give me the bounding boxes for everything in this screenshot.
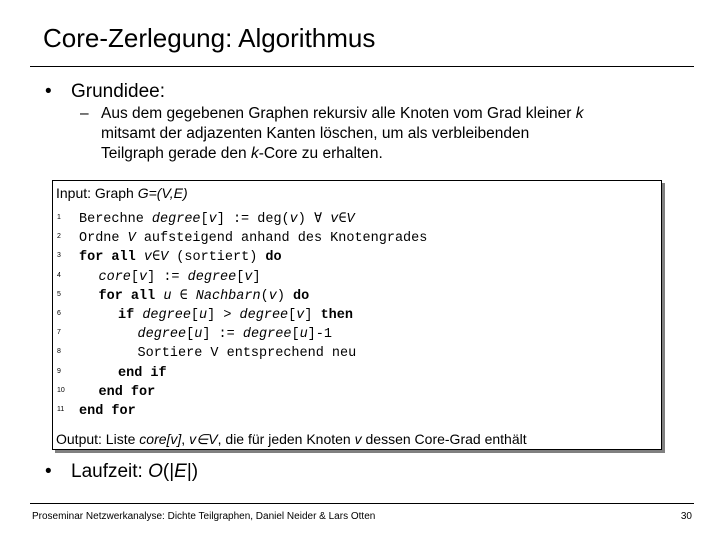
code-text bbox=[138, 344, 357, 363]
sub-bullet-line-2: mitsamt der adjazenten Kanten löschen, um als verbleibenden bbox=[101, 125, 530, 142]
identifier: v bbox=[268, 288, 277, 304]
code-token: aufsteigend anhand des Knotengrades bbox=[135, 231, 428, 247]
code-text bbox=[99, 383, 156, 402]
sub-bullet-text bbox=[101, 104, 584, 164]
code-token: ]-1 bbox=[307, 327, 332, 343]
keyword: if bbox=[118, 308, 135, 323]
identifier: degree bbox=[142, 308, 191, 323]
identifier: V bbox=[127, 231, 136, 247]
code-token: Ordne bbox=[79, 231, 128, 247]
code-token bbox=[136, 250, 144, 265]
code-token: [ bbox=[288, 308, 297, 323]
code-token: [ bbox=[291, 327, 300, 343]
identifier: v bbox=[208, 212, 217, 227]
line-number: 9 bbox=[57, 367, 61, 375]
identifier: V bbox=[160, 250, 169, 266]
identifier: degree bbox=[187, 269, 237, 285]
code-token: ) bbox=[276, 288, 294, 304]
code-text bbox=[79, 229, 427, 248]
code-token: ] := deg( bbox=[216, 212, 290, 227]
line-number: 3 bbox=[57, 252, 61, 260]
code-token: ] := bbox=[202, 327, 243, 343]
slide-title: Core-Zerlegung: Algorithmus bbox=[43, 23, 376, 53]
line-number: 5 bbox=[57, 290, 61, 298]
sub-bullet-line-3: Teilgraph gerade den k-Core zu erhalten. bbox=[101, 145, 383, 162]
code-text bbox=[99, 287, 310, 306]
keyword: end for bbox=[79, 404, 136, 419]
identifier: v bbox=[330, 212, 339, 227]
code-token: Berechne bbox=[79, 212, 152, 227]
code-token: [ bbox=[186, 327, 195, 343]
line-number: 8 bbox=[57, 348, 61, 356]
line-number: 11 bbox=[57, 406, 65, 413]
bullet-text: Grundidee: bbox=[71, 81, 166, 102]
keyword: for all bbox=[98, 288, 156, 304]
code-token: ( bbox=[260, 288, 269, 304]
line-number: 2 bbox=[57, 233, 61, 241]
title-divider bbox=[30, 66, 694, 67]
code-token: [ bbox=[130, 269, 140, 285]
identifier: core bbox=[98, 269, 131, 285]
algorithm-input: Input: Graph G=(V,E) bbox=[56, 185, 188, 201]
line-number: 4 bbox=[57, 271, 61, 279]
keyword: do bbox=[293, 288, 310, 304]
identifier: degree bbox=[239, 308, 289, 323]
line-number: 10 bbox=[57, 386, 65, 394]
code-token: [ bbox=[236, 269, 245, 285]
code-token: [ bbox=[200, 212, 209, 227]
code-token: ] bbox=[304, 308, 321, 323]
code-text bbox=[118, 306, 353, 325]
keyword: end for bbox=[98, 384, 156, 400]
code-token: ] := bbox=[147, 269, 188, 285]
page-number: 30 bbox=[680, 511, 692, 522]
code-text bbox=[138, 325, 332, 344]
keyword: for all bbox=[79, 250, 136, 266]
identifier: v bbox=[244, 269, 253, 285]
identifier: Nachbarn bbox=[195, 288, 261, 304]
dash-marker: – bbox=[80, 105, 89, 122]
code-token: ∈ bbox=[338, 212, 347, 227]
algorithm-output: Output: Liste core[v], v∈V, die für jeden Knoten v dessen Core-Grad enthält bbox=[56, 431, 527, 447]
line-number: 1 bbox=[57, 214, 61, 221]
code-text bbox=[79, 210, 355, 229]
algorithm-box bbox=[52, 180, 662, 450]
code-token: ] > bbox=[207, 308, 240, 323]
footer-divider bbox=[30, 503, 694, 504]
identifier: degree bbox=[151, 212, 201, 227]
code-token: (sortiert) bbox=[168, 250, 266, 266]
sub-bullet-line-1: Aus dem gegebenen Graphen rekursiv alle Knoten vom Grad kleiner k bbox=[101, 105, 584, 122]
footer-text: Proseminar Netzwerkanalyse: Dichte Teilgraphen, Daniel Neider & Lars Otten bbox=[32, 511, 376, 522]
code-token: ∈ bbox=[171, 288, 196, 304]
code-token: [ bbox=[190, 308, 200, 323]
keyword: then bbox=[320, 308, 353, 323]
bullet-text: Laufzeit: O(|E|) bbox=[71, 461, 199, 482]
identifier: v bbox=[289, 212, 298, 227]
identifier: u bbox=[163, 288, 172, 304]
code-token: ) ∀ bbox=[297, 212, 331, 227]
identifier: degree bbox=[137, 327, 187, 343]
keyword: do bbox=[265, 250, 282, 266]
keyword: end if bbox=[118, 365, 167, 381]
code-token: Sortiere V entsprechend neu bbox=[137, 346, 357, 362]
identifier: degree bbox=[242, 327, 292, 343]
code-token: ∈ bbox=[151, 250, 161, 266]
identifier: u bbox=[194, 327, 203, 343]
line-number: 7 bbox=[57, 329, 61, 337]
identifier: v bbox=[139, 269, 148, 285]
code-token: ] bbox=[252, 269, 261, 285]
bullet-marker: • bbox=[45, 81, 52, 102]
code-text bbox=[79, 248, 282, 267]
code-text bbox=[99, 268, 261, 287]
identifier: v bbox=[296, 308, 305, 323]
identifier: V bbox=[346, 212, 355, 227]
identifier: v bbox=[143, 250, 152, 266]
identifier: u bbox=[299, 327, 308, 343]
identifier: u bbox=[199, 308, 208, 323]
code-text bbox=[118, 364, 167, 383]
code-text bbox=[79, 402, 136, 421]
line-number: 6 bbox=[57, 310, 61, 317]
bullet-marker: • bbox=[45, 461, 52, 482]
